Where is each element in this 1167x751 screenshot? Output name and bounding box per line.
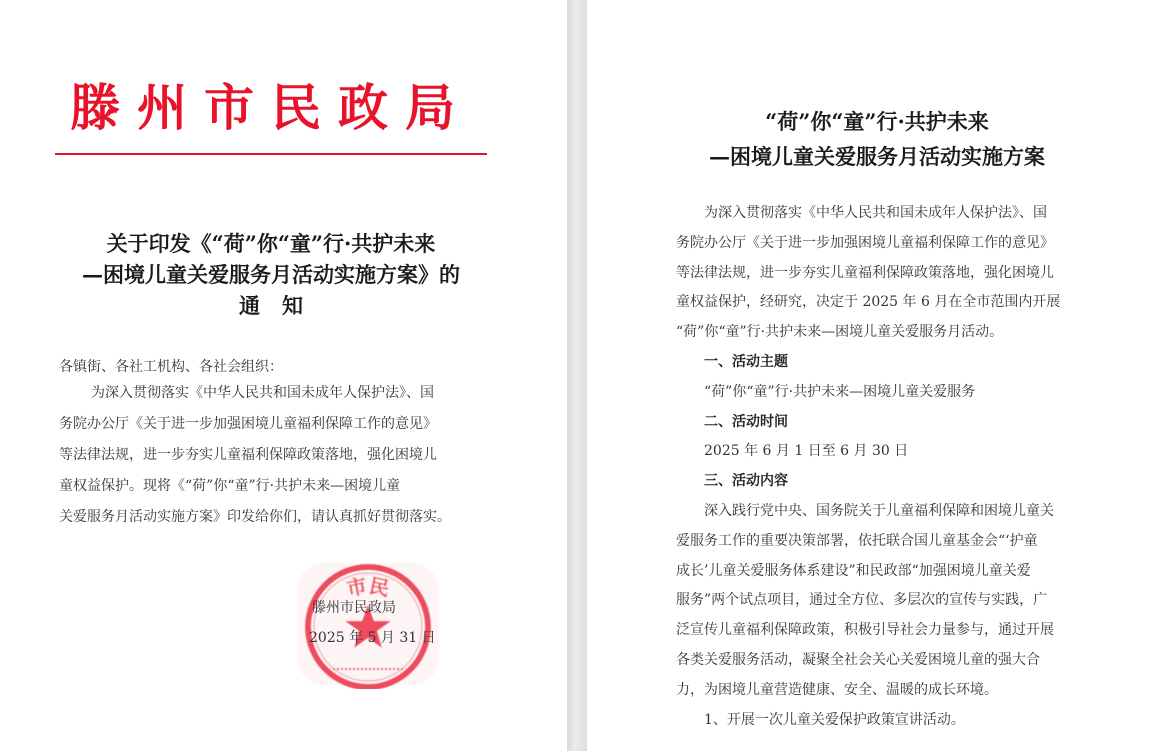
paragraph-line: 务院办公厅《关于进一步加强困境儿童福利保障工作的意见》 — [676, 234, 1054, 251]
section-heading: 一、活动主题 — [704, 353, 788, 370]
paragraph-first-line: 2025 年 6 月 1 日至 6 月 30 日 — [704, 443, 909, 460]
red-letterhead: 滕州市民政局 — [70, 78, 472, 137]
plan-body — [676, 199, 1106, 735]
body-line: 关爱服务月活动实施方案》印发给你们，请认真抓好贯彻落实。 — [59, 509, 451, 525]
notice-title-line: —困境儿童关爱服务月活动实施方案》的 — [82, 262, 460, 287]
paragraph-first-line: 深入践行党中央、国务院关于儿童福利保障和困境儿童关 — [704, 502, 1054, 519]
paragraph-line: 爱服务工作的重要决策部署，依托联合国儿童基金会“‘护童 — [676, 532, 1038, 549]
section-heading: 二、活动时间 — [704, 413, 788, 430]
paragraph-line: “荷”你“童”行·共护未来—困境儿童关爱服务月活动。 — [676, 324, 1004, 341]
page-gap — [567, 0, 587, 751]
official-seal-icon — [293, 557, 443, 689]
body-line: 等法律法规，进一步夯实儿童福利保障政策落地，强化困境儿 — [59, 447, 437, 463]
body-line: 为深入贯彻落实《中华人民共和国未成年人保护法》、国 — [91, 385, 434, 401]
notice-title-line: 关于印发《“荷”你“童”行·共护未来 — [106, 231, 436, 256]
paragraph-line: 泛宣传儿童福利保障政策，积极引导社会力量参与，通过开展 — [676, 622, 1054, 639]
section-heading: 三、活动内容 — [704, 473, 788, 490]
paragraph-line: 服务”两个试点项目，通过全方位、多层次的宣传与实践，广 — [676, 592, 1048, 609]
paragraph-line: 童权益保护，经研究，决定于 2025 年 6 月在全市范围内开展 — [676, 294, 1061, 311]
paragraph-line: 力，为困境儿童营造健康、安全、温暖的成长环境。 — [676, 681, 998, 698]
notice-body — [59, 378, 485, 533]
notice-title — [56, 228, 486, 321]
paragraph-line: 成长’儿童关爱服务体系建设”和民政部“加强困境儿童关爱 — [676, 562, 1031, 579]
seal-arc-text: 市民 — [344, 573, 392, 601]
body-line: 童权益保护。现将《“荷”你“童”行·共护未来—困境儿童 — [59, 478, 401, 494]
issuing-organization: 滕州市民政局 — [312, 600, 396, 616]
body-line: 务院办公厅《关于进一步加强困境儿童福利保障工作的意见》 — [59, 416, 437, 432]
plan-title — [587, 104, 1167, 174]
paragraph-first-line: 为深入贯彻落实《中华人民共和国未成年人保护法》、国 — [704, 205, 1047, 221]
plan-title-line: —困境儿童关爱服务月活动实施方案 — [709, 144, 1045, 169]
paragraph-first-line: 1、开展一次儿童关爱保护政策宣讲活动。 — [704, 711, 965, 728]
plan-title-line: “荷”你“童”行·共护未来 — [765, 109, 989, 134]
addressee: 各镇街、各社工机构、各社会组织： — [59, 359, 283, 375]
issue-date: 2025 年 5 月 31 日 — [309, 630, 436, 646]
paragraph-line: 等法律法规，进一步夯实儿童福利保障政策落地，强化困境儿 — [676, 264, 1054, 281]
paragraph-line: 各类关爱服务活动，凝聚全社会关心关爱困境儿童的强大合 — [676, 651, 1040, 668]
paragraph-first-line: “荷”你“童”行·共护未来—困境儿童关爱服务 — [704, 383, 976, 400]
red-divider-line — [55, 153, 487, 155]
notice-title-line: 通知 — [239, 293, 325, 318]
